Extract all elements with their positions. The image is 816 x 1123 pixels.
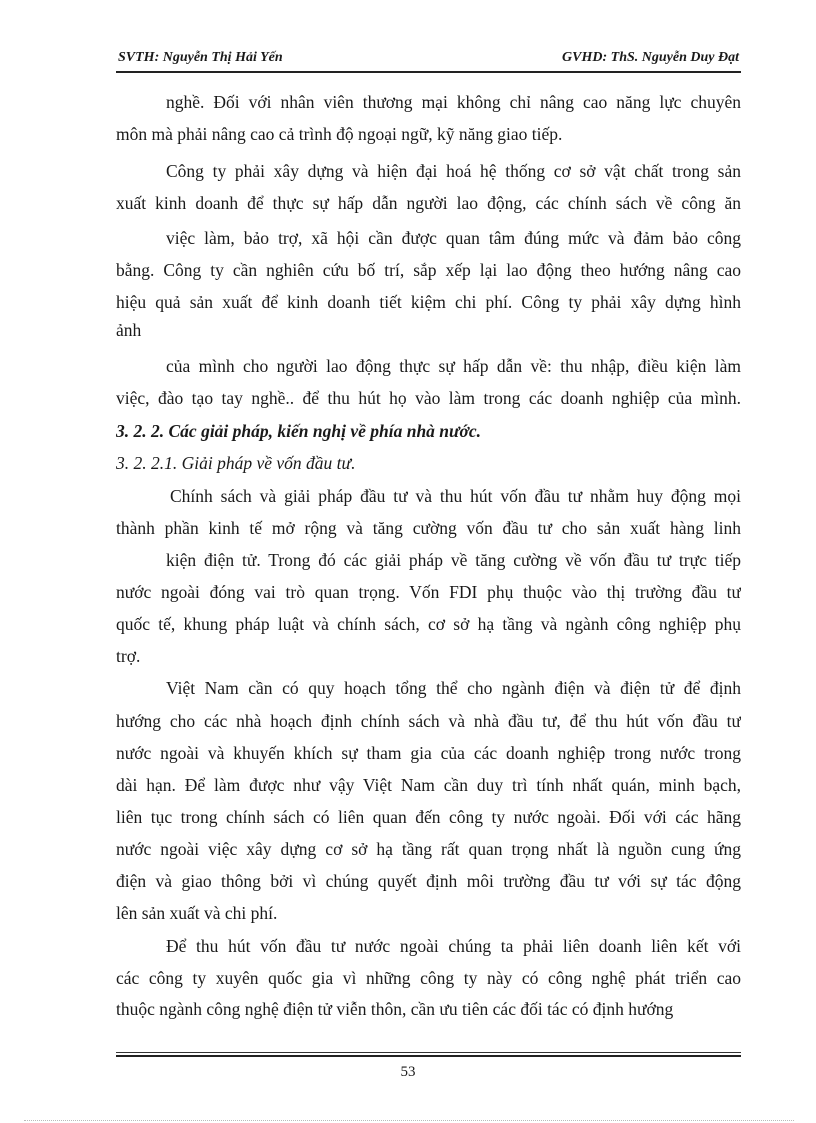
text-line: điện và giao thông bởi vì chúng quyết định môi trường đầu tư với sự tác động (116, 871, 741, 891)
page-number: 53 (400, 1064, 416, 1080)
text-line: dài hạn. Để làm được như vậy Việt Nam cần duy trì tính nhất quán, minh bạch, (116, 775, 741, 795)
text-line: thuộc ngành công nghệ điện tử viễn thôn, cần ưu tiên các đối tác có định hướng (116, 999, 674, 1019)
text-line: Để thu hút vốn đầu tư nước ngoài chúng ta phải liên doanh liên kết với (166, 936, 741, 956)
text-line: Việt Nam cần có quy hoạch tổng thể cho ngành điện và điện tử để định (166, 678, 741, 698)
text-line: kiện điện tử. Trong đó các giải pháp về tăng cường về vốn đầu tư trực tiếp (166, 550, 741, 570)
text-line: trợ. (116, 646, 141, 666)
text-line: môn mà phải nâng cao cả trình độ ngoại ngữ, kỹ năng giao tiếp. (116, 124, 563, 144)
subsection-heading: 3. 2. 2.1. Giải pháp về vốn đầu tư. (116, 453, 356, 473)
text-line: nghề. Đối với nhân viên thương mại không chỉ nâng cao năng lực chuyên (166, 92, 741, 112)
text-line: Chính sách và giải pháp đầu tư và thu hút vốn đầu tư nhằm huy động mọi (170, 486, 741, 506)
section-heading: 3. 2. 2. Các giải pháp, kiến nghị về phía nhà nước. (116, 421, 482, 441)
text-line: nước ngoài đóng vai trò quan trọng. Vốn FDI phụ thuộc vào thị trường đầu tư (116, 582, 741, 602)
footer-rule-thick (116, 1055, 741, 1057)
footer-rule-thin (116, 1052, 741, 1053)
page-header (116, 47, 741, 73)
text-line: hướng cho các nhà hoạch định chính sách và nhà đầu tư, để thu hút vốn đầu tư (116, 711, 741, 731)
text-line: thành phần kinh tế mở rộng và tăng cường vốn đầu tư cho sản xuất hàng linh (116, 518, 741, 538)
text-line: nước ngoài việc xây dựng cơ sở hạ tầng rất quan trọng nhất là nguồn cung ứng (116, 839, 741, 859)
text-line: các công ty xuyên quốc gia vì những công ty này có công nghệ phát triển cao (116, 968, 741, 988)
text-line: liên tục trong chính sách có liên quan đến công ty nước ngoài. Đối với các hãng (116, 807, 741, 827)
text-line: việc, đào tạo tay nghề.. để thu hút họ vào làm trong các doanh nghiệp của mình. (116, 388, 741, 408)
text-line: việc làm, bảo trợ, xã hội cần được quan tâm đúng mức và đảm bảo công (166, 228, 741, 248)
header-student: SVTH: Nguyễn Thị Hải Yến (118, 50, 283, 65)
text-line: ảnh (116, 320, 142, 340)
text-line: Công ty phải xây dựng và hiện đại hoá hệ thống cơ sở vật chất trong sản (166, 161, 741, 181)
text-line: nước ngoài và khuyến khích sự tham gia của các doanh nghiệp trong nước trong (116, 743, 741, 763)
text-line: quốc tế, khung pháp luật và chính sách, cơ sở hạ tầng và ngành công nghiệp phụ (116, 614, 741, 634)
text-line: hiệu quả sản xuất để kinh doanh tiết kiệm chi phí. Công ty phải xây dựng hình (116, 292, 741, 312)
text-line: xuất kinh doanh để thực sự hấp dẫn người lao động, các chính sách về công ăn (116, 193, 741, 213)
text-line: của mình cho người lao động thực sự hấp dẫn về: thu nhập, điều kiện làm (166, 356, 741, 376)
text-line: lên sản xuất và chi phí. (116, 903, 278, 923)
page-edge-divider (24, 1120, 794, 1121)
text-line: bằng. Công ty cần nghiên cứu bố trí, sắp xếp lại lao động theo hướng nâng cao (116, 260, 741, 280)
header-advisor: GVHD: ThS. Nguyễn Duy Đạt (562, 50, 739, 65)
